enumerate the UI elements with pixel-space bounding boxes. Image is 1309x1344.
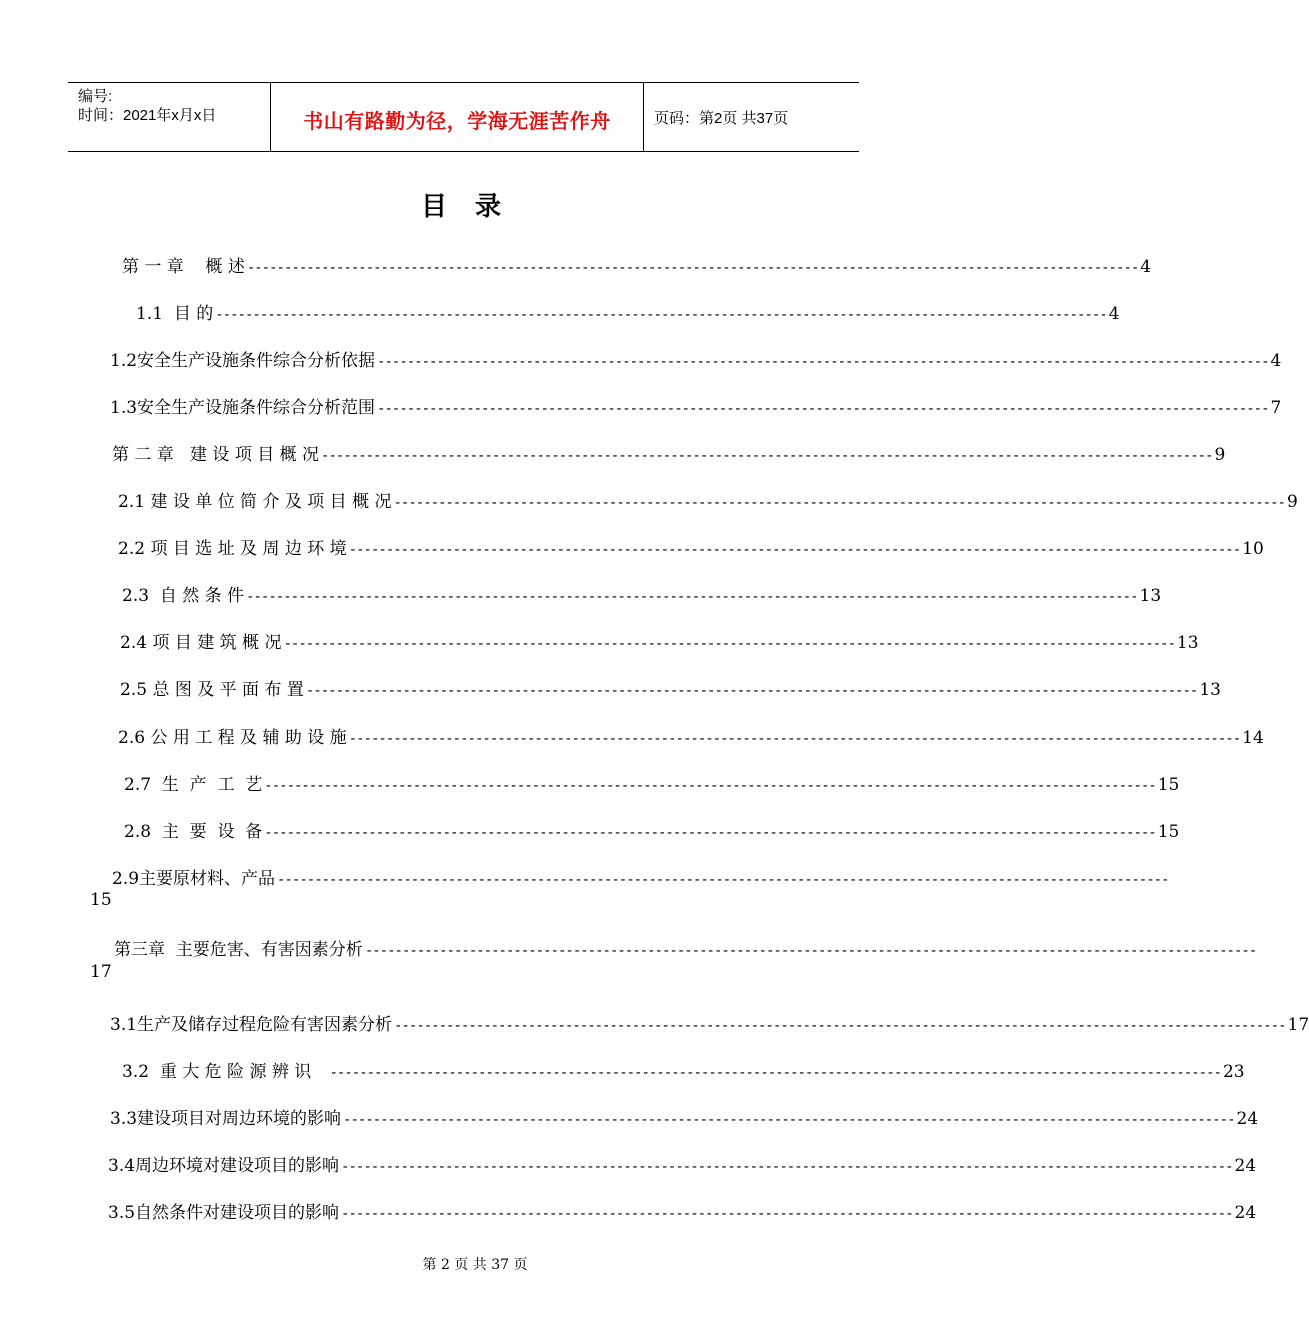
toc-entry-label: 第三章 主要危害、有害因素分析 — [114, 940, 363, 960]
toc-entry[interactable] — [110, 346, 1282, 371]
toc-entry-page: 13 — [1199, 680, 1221, 700]
toc-entry-label: 2.9主要原材料、产品 — [112, 869, 276, 889]
toc-entry[interactable] — [122, 1057, 1245, 1082]
toc-leader: ------------------------------------------------------------------------------------------------------------------------ — [394, 1018, 1286, 1034]
toc-entry-label: 2.5 总 图 及 平 面 布 置 — [120, 680, 304, 700]
document-number: 编号: — [78, 88, 113, 105]
toc-entry[interactable] — [110, 393, 1282, 418]
toc-entry-page: 9 — [1214, 445, 1226, 465]
toc-entry[interactable] — [110, 1104, 1259, 1129]
toc-entry-label: 3.5自然条件对建设项目的影响 — [108, 1203, 340, 1223]
toc-entry-page: 4 — [1108, 304, 1120, 324]
toc-leader: ------------------------------------------------------------------------------------------------------------------------ — [305, 683, 1198, 699]
toc-entry[interactable] — [112, 864, 1169, 889]
toc-entry[interactable] — [124, 817, 1180, 842]
toc-leader: ------------------------------------------------------------------------------------------------------------------------ — [393, 495, 1285, 511]
toc-entry-label: 1.1 目 的 — [136, 304, 214, 324]
header-motto: 书山有路勤为径，学海无涯苦作舟 — [303, 109, 611, 133]
toc-entry[interactable] — [118, 487, 1298, 512]
toc-leader: ------------------------------------------------------------------------------------------------------------------------ — [341, 1206, 1233, 1222]
toc-entry-page: 24 — [1236, 1109, 1259, 1129]
toc-entry-label: 3.2 重 大 危 险 源 辨 识 — [122, 1062, 328, 1082]
toc-leader: ------------------------------------------------------------------------------------------------------------------------ — [377, 354, 1269, 370]
toc-entry[interactable] — [114, 935, 1257, 960]
toc-entry-label: 2.2 项 目 选 址 及 周 边 环 境 — [118, 539, 347, 559]
toc-entry[interactable] — [120, 675, 1221, 700]
toc-leader: ------------------------------------------------------------------------------------------------------------------------ — [364, 943, 1257, 959]
toc-leader: ------------------------------------------------------------------------------------------------------------------------ — [343, 1112, 1235, 1128]
toc-entry-page: 15 — [1157, 775, 1180, 795]
document-time: 时间：2021年x月x日 — [78, 107, 217, 124]
toc-entry-page: 24 — [1234, 1203, 1257, 1223]
toc-entry-page: 17 — [1287, 1015, 1309, 1035]
toc-entry[interactable] — [118, 534, 1264, 559]
toc-leader: ------------------------------------------------------------------------------------------------------------------------ — [246, 260, 1139, 276]
toc-entry-label: 2.8 主 要 设 备 — [124, 822, 263, 842]
toc-leader: ------------------------------------------------------------------------------------------------------------------------ — [341, 1159, 1233, 1175]
page-title: 目录 — [420, 192, 529, 222]
header-motto-cell — [271, 83, 644, 151]
toc-entry[interactable] — [122, 252, 1152, 277]
toc-leader: ------------------------------------------------------------------------------------------------------------------------ — [215, 307, 1107, 323]
toc-entry-page: 24 — [1234, 1156, 1257, 1176]
toc-entry-label: 第 一 章 概 述 — [122, 257, 245, 277]
toc-entry-label: 2.3 自 然 条 件 — [122, 586, 245, 606]
toc-entry-page: 7 — [1270, 398, 1282, 418]
toc-entry-page: 10 — [1242, 539, 1264, 559]
toc-leader: ------------------------------------------------------------------------------------------------------------------------ — [377, 401, 1269, 417]
toc-entry[interactable] — [112, 440, 1226, 465]
toc-entry-label: 3.1生产及储存过程危险有害因素分析 — [110, 1015, 393, 1035]
toc-entry-label: 2.4 项 目 建 筑 概 况 — [120, 633, 282, 653]
toc-entry-label: 3.4周边环境对建设项目的影响 — [108, 1156, 340, 1176]
toc-entry[interactable] — [110, 1010, 1309, 1035]
header-page-cell — [644, 83, 859, 151]
header-meta-cell — [68, 83, 271, 151]
toc-entry-page: 4 — [1270, 351, 1282, 371]
toc-entry-page: 13 — [1176, 633, 1199, 653]
toc-entry-page: 15 — [1157, 822, 1180, 842]
toc-leader: ------------------------------------------------------------------------------------------------------------------------ — [264, 778, 1156, 794]
toc-entry[interactable] — [118, 723, 1264, 748]
toc-entry[interactable] — [124, 770, 1180, 795]
toc-entry[interactable] — [108, 1198, 1257, 1223]
toc-leader: ------------------------------------------------------------------------------------------------------------------------ — [264, 825, 1156, 841]
document-header — [68, 82, 859, 152]
toc-leader: ------------------------------------------------------------------------------------------------------------------------ — [321, 448, 1213, 464]
toc-entry-label: 2.6 公 用 工 程 及 辅 助 设 施 — [118, 728, 347, 748]
toc-leader: ------------------------------------------------------------------------------------------------------------------------ — [283, 636, 1175, 652]
toc-entry[interactable] — [120, 628, 1199, 653]
toc-entry-page: 15 — [90, 890, 112, 910]
toc-entry-label: 2.7 生 产 工 艺 — [124, 775, 263, 795]
toc-entry-label: 1.2安全生产设施条件综合分析依据 — [110, 351, 376, 371]
header-page-info: 页码：第2页 共37页 — [654, 110, 789, 127]
toc-entry-page: 14 — [1242, 728, 1264, 748]
toc-entry-label: 2.1 建 设 单 位 简 介 及 项 目 概 况 — [118, 492, 392, 512]
toc-entry-page: 13 — [1139, 586, 1162, 606]
toc-entry-page: 23 — [1222, 1062, 1245, 1082]
toc-entry-label: 3.3建设项目对周边环境的影响 — [110, 1109, 342, 1129]
toc-leader: ------------------------------------------------------------------------------------------------------------------------ — [348, 731, 1241, 747]
toc-leader: ------------------------------------------------------------------------------------------------------------------------ — [246, 589, 1138, 605]
toc-entry[interactable] — [136, 299, 1120, 324]
page-footer: 第 2 页 共 37 页 — [422, 1257, 528, 1273]
toc-entry[interactable] — [108, 1151, 1257, 1176]
toc-entry-page: 4 — [1140, 257, 1152, 277]
toc-entry-page: 17 — [90, 962, 112, 982]
toc-leader: ------------------------------------------------------------------------------------------------------------------------ — [329, 1065, 1221, 1081]
toc-leader: ------------------------------------------------------------------------------------------------------------------------ — [277, 872, 1169, 888]
toc-entry-label: 1.3安全生产设施条件综合分析范围 — [110, 398, 376, 418]
toc-entry[interactable] — [122, 581, 1162, 606]
toc-entry-page: 9 — [1286, 492, 1298, 512]
toc-entry-label: 第 二 章 建 设 项 目 概 况 — [112, 445, 320, 465]
toc-leader: ------------------------------------------------------------------------------------------------------------------------ — [348, 542, 1241, 558]
